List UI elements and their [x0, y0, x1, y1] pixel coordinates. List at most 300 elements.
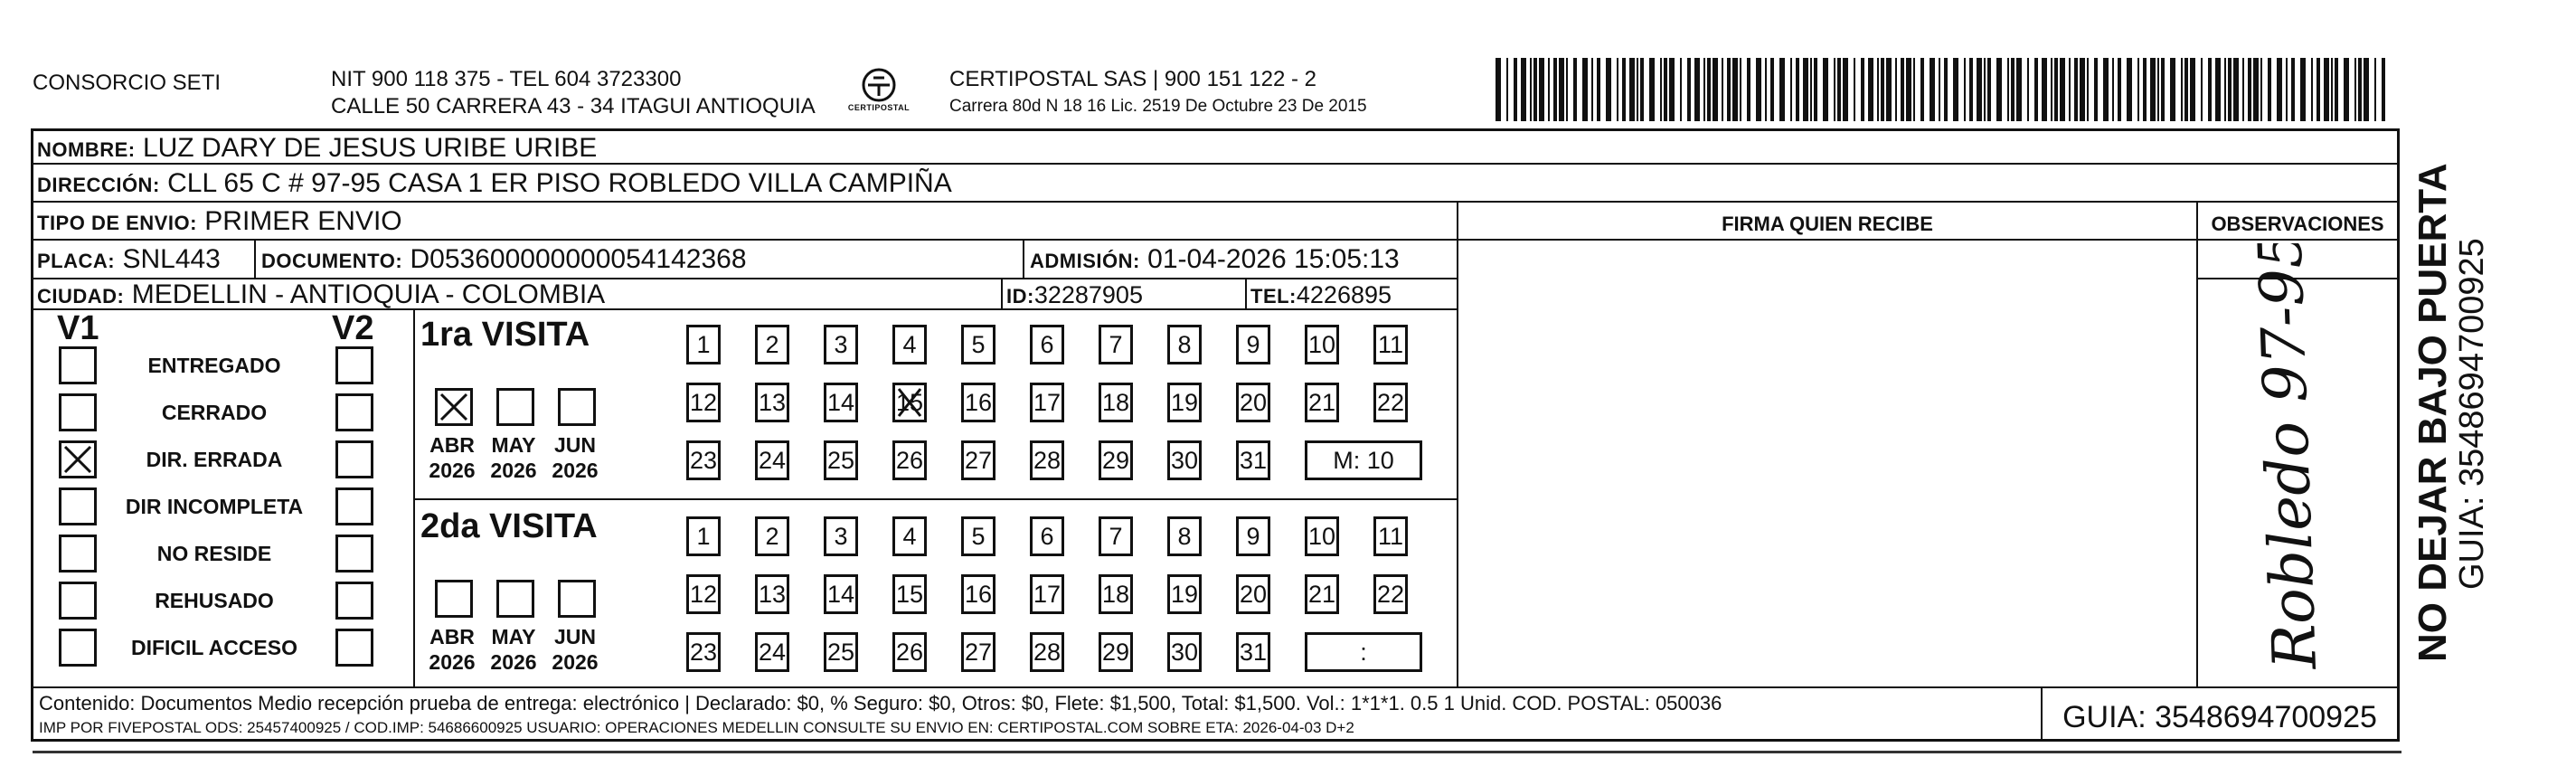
month-label: JUN: [553, 433, 596, 457]
year-label: 2026: [490, 459, 537, 482]
day-number: 8: [1177, 523, 1192, 550]
nombre-row: NOMBRE: LUZ DARY DE JESUS URIBE URIBE: [37, 133, 598, 163]
day-number: 29: [1101, 639, 1130, 666]
barcode-bar: [1756, 58, 1761, 121]
barcode-bar: [2286, 58, 2288, 121]
barcode-bar: [2324, 58, 2329, 121]
barcode-bar: [1713, 58, 1718, 121]
day-box[interactable]: [1099, 440, 1133, 480]
day-box[interactable]: [686, 516, 721, 556]
v1-checkbox[interactable]: [59, 440, 97, 478]
day-box[interactable]: [1305, 574, 1339, 614]
barcode-bar: [2358, 58, 2362, 121]
v1-checkbox[interactable]: [59, 582, 97, 620]
day-box[interactable]: [1030, 632, 1064, 672]
barcode-bar: [2161, 58, 2165, 121]
day-number: 17: [1033, 389, 1062, 416]
id-row: ID:32287905: [1006, 281, 1143, 308]
day-number: 2: [765, 523, 779, 550]
barcode-bar: [2034, 58, 2038, 121]
barcode-bar: [1823, 58, 1828, 121]
day-number: 5: [971, 331, 986, 358]
barcode-bar: [1573, 58, 1577, 121]
barcode-bar: [1779, 58, 1785, 121]
direccion-row: DIRECCIÓN: CLL 65 C # 97-95 CASA 1 ER PISO ROBLEDO VILLA CAMPIÑA: [37, 168, 952, 198]
day-number: 13: [758, 389, 787, 416]
v2-label: V2: [332, 309, 374, 347]
barcode-bar: [1814, 58, 1817, 121]
barcode-bar: [1770, 58, 1774, 121]
day-number: 13: [758, 581, 787, 608]
day-number: 22: [1376, 389, 1405, 416]
day-number: 1: [696, 331, 711, 358]
day-box[interactable]: [961, 383, 995, 422]
barcode-bar: [1566, 58, 1568, 121]
barcode-bar: [1790, 58, 1792, 121]
status-option-label: DIR INCOMPLETA: [125, 495, 304, 518]
barcode-bar: [1901, 58, 1904, 121]
time-box[interactable]: [1305, 632, 1422, 672]
day-number: 31: [1239, 639, 1268, 666]
contenido-line: Contenido: Documentos Medio recepción prueba de entrega: electrónico | Declarado: $0, % Seguro: $0, Otros: $0, Flete: $1,500, Total: $1,500. Vol.: 1*1*1. 0.5 1 Unid. COD. POSTAL: 050036: [39, 692, 1722, 714]
barcode-bar: [2277, 58, 2282, 121]
v1-checkbox[interactable]: [59, 535, 97, 573]
day-box[interactable]: [1305, 325, 1339, 364]
day-box[interactable]: [824, 632, 858, 672]
day-number: 6: [1040, 331, 1054, 358]
certipostal-line: CERTIPOSTAL SAS | 900 151 122 - 2: [949, 67, 1316, 91]
day-box[interactable]: [1373, 574, 1408, 614]
day-box[interactable]: [1030, 383, 1064, 422]
barcode-bar: [2248, 58, 2251, 121]
v2-checkbox[interactable]: [335, 393, 373, 431]
barcode-bar: [2157, 58, 2159, 121]
day-number: 1: [696, 523, 711, 550]
barcode-bar: [2190, 58, 2195, 121]
day-number: 19: [1170, 389, 1199, 416]
day-number: 22: [1376, 581, 1405, 608]
barcode-bar: [2364, 58, 2369, 121]
barcode-bar: [1687, 58, 1691, 121]
day-number: 6: [1040, 523, 1054, 550]
day-box[interactable]: [892, 632, 927, 672]
v2-checkbox[interactable]: [335, 346, 373, 384]
placa-value: SNL443: [122, 244, 221, 274]
month-checkbox[interactable]: [435, 580, 473, 618]
day-box[interactable]: [1236, 574, 1270, 614]
footer-guia: GUIA: 3548694700925: [2062, 700, 2377, 734]
id-value: 32287905: [1033, 281, 1143, 308]
side-text: [2403, 128, 2494, 671]
v1-label: V1: [57, 309, 99, 347]
barcode-bar: [1640, 58, 1644, 121]
day-box[interactable]: [1099, 325, 1133, 364]
day-number: 28: [1033, 639, 1062, 666]
day-box[interactable]: [961, 574, 995, 614]
day-number: 23: [689, 639, 718, 666]
barcode-bar: [1944, 58, 1948, 121]
day-box[interactable]: [755, 440, 789, 480]
barcode-bar: [2344, 58, 2349, 121]
day-box[interactable]: [755, 325, 789, 364]
barcode-bar: [2253, 58, 2259, 121]
status-option-label: DIR. ERRADA: [146, 448, 283, 471]
barcode-bar: [1843, 58, 1848, 121]
barcode-bar: [1953, 58, 1958, 121]
month-label: MAY: [491, 625, 536, 648]
logo-text: CERTIPOSTAL: [847, 103, 911, 112]
day-box[interactable]: [1099, 383, 1133, 422]
barcode-bar: [1977, 58, 1982, 121]
barcode-bar: [1622, 58, 1626, 121]
day-number: 30: [1170, 639, 1199, 666]
no-dejar-text: NO DEJAR BAJO PUERTA: [2411, 163, 2455, 662]
day-number: 10: [1307, 523, 1336, 550]
barcode-bar: [1660, 58, 1662, 121]
placa-row: PLACA: SNL443: [37, 244, 221, 274]
day-box[interactable]: [892, 516, 927, 556]
day-box[interactable]: [1030, 440, 1064, 480]
imp-line: IMP POR FIVEPOSTAL ODS: 25457400925 / COD.IMP: 54686600925 USUARIO: OPERACIONES MEDELLIN CONSULTE SU ENVIO EN: CERTIPOSTAL.COM SOBRE ETA: 2026-04-03 D+2: [39, 719, 1354, 736]
barcode-bar: [2060, 58, 2065, 121]
day-number: 4: [902, 331, 917, 358]
day-box[interactable]: [1099, 516, 1133, 556]
barcode-bar: [2291, 58, 2295, 121]
barcode-bar: [2016, 58, 2022, 121]
address-line: CALLE 50 CARRERA 43 - 34 ITAGUI ANTIOQUIA: [331, 94, 816, 118]
day-box[interactable]: [1167, 574, 1202, 614]
day-number: 11: [1377, 523, 1404, 550]
day-box[interactable]: [824, 574, 858, 614]
tel-value: 4226895: [1296, 281, 1392, 308]
visit-title: 2da VISITA: [420, 507, 598, 545]
day-box[interactable]: [1167, 325, 1202, 364]
barcode-bar: [1886, 58, 1892, 121]
barcode-bar: [1964, 58, 1966, 121]
day-box[interactable]: [824, 325, 858, 364]
barcode-bar: [1707, 58, 1711, 121]
barcode-bar: [1765, 58, 1767, 121]
day-number: 18: [1101, 389, 1130, 416]
day-box[interactable]: [686, 440, 721, 480]
day-number: 27: [964, 447, 993, 474]
day-box[interactable]: [1099, 632, 1133, 672]
day-box[interactable]: [1236, 383, 1270, 422]
barcode-bar: [1680, 58, 1682, 121]
nombre-value: LUZ DARY DE JESUS URIBE URIBE: [142, 133, 598, 163]
barcode-bar: [1582, 58, 1588, 121]
v1-checkbox[interactable]: [59, 487, 97, 525]
v1-checkbox[interactable]: [59, 629, 97, 667]
barcode-bar: [1740, 58, 1741, 121]
barcode-bar: [1530, 58, 1532, 121]
day-box[interactable]: [1305, 383, 1339, 422]
day-number: 8: [1177, 331, 1192, 358]
barcode-bar: [2087, 58, 2089, 121]
day-box[interactable]: [824, 440, 858, 480]
barcode-bar: [2260, 58, 2262, 121]
time-value: :: [1360, 639, 1367, 666]
barcode-bar: [2170, 58, 2175, 121]
day-number: 25: [826, 447, 855, 474]
direccion-value: CLL 65 C # 97-95 CASA 1 ER PISO ROBLEDO VILLA CAMPIÑA: [167, 168, 952, 198]
documento-row: DOCUMENTO: D053600000000054142368: [261, 244, 747, 274]
barcode-bar: [1984, 58, 1986, 121]
barcode-bar: [2137, 58, 2139, 121]
month-checkbox[interactable]: [496, 388, 534, 426]
admision-value: 01-04-2026 15:05:13: [1147, 244, 1400, 274]
barcode-bar: [1694, 58, 1700, 121]
barcode-bar: [2335, 58, 2338, 121]
barcode-bar: [1617, 58, 1618, 121]
status-option-label: REHUSADO: [155, 589, 274, 612]
day-box[interactable]: [1236, 325, 1270, 364]
day-number: 25: [826, 639, 855, 666]
barcode-bar: [1521, 58, 1526, 121]
barcode-bar: [2374, 58, 2376, 121]
barcode-bar: [1506, 58, 1508, 121]
barcode-bar: [1881, 58, 1884, 121]
scan-edge: [33, 751, 2401, 753]
admision-row: ADMISIÓN: 01-04-2026 15:05:13: [1030, 244, 1400, 274]
day-number: 19: [1170, 581, 1199, 608]
side-guia-text: GUIA: 3548694700925: [2453, 238, 2491, 590]
time-value: M: 10: [1333, 447, 1394, 474]
barcode-bar: [2080, 58, 2085, 121]
v2-checkbox[interactable]: [335, 440, 373, 478]
day-box[interactable]: [1030, 574, 1064, 614]
tipo-value: PRIMER ENVIO: [204, 206, 402, 236]
day-box[interactable]: [892, 440, 927, 480]
barcode-bar: [1895, 58, 1897, 121]
barcode-bar: [2181, 58, 2183, 121]
v1-checkbox[interactable]: [59, 393, 97, 431]
day-box[interactable]: [824, 516, 858, 556]
month-label: ABR: [429, 433, 475, 457]
tel-row: TEL:4226895: [1250, 281, 1392, 308]
barcode-bar: [1722, 58, 1723, 121]
day-box[interactable]: [755, 632, 789, 672]
day-number: 9: [1246, 523, 1260, 550]
day-box[interactable]: [686, 632, 721, 672]
barcode-bar: [1553, 58, 1557, 121]
day-box[interactable]: [1167, 516, 1202, 556]
month-checkbox[interactable]: [558, 388, 596, 426]
day-box[interactable]: [686, 325, 721, 364]
v1-checkbox[interactable]: [59, 346, 97, 384]
status-option-label: DIFICIL ACCESO: [130, 636, 297, 659]
barcode-bar: [2094, 58, 2098, 121]
day-number: 12: [689, 389, 718, 416]
day-box[interactable]: [1167, 632, 1202, 672]
barcode-bar: [1906, 58, 1911, 121]
day-box[interactable]: [755, 383, 789, 422]
day-box[interactable]: [1373, 516, 1408, 556]
day-number: 10: [1307, 331, 1336, 358]
delivery-form: [31, 128, 2400, 742]
visit-title: 1ra VISITA: [420, 316, 590, 354]
barcode-bar: [1727, 58, 1731, 121]
barcode-bar: [1629, 58, 1635, 121]
barcode-bar: [1854, 58, 1855, 121]
tipo-row: TIPO DE ENVIO: PRIMER ENVIO: [37, 206, 402, 236]
day-box[interactable]: [755, 574, 789, 614]
day-number: 26: [895, 447, 924, 474]
day-box[interactable]: [961, 325, 995, 364]
day-number: 3: [834, 331, 848, 358]
barcode-bar: [2382, 58, 2385, 121]
barcode-bar: [2233, 58, 2239, 121]
day-box[interactable]: [1305, 516, 1339, 556]
barcode-bar: [2228, 58, 2232, 121]
day-number: 14: [826, 389, 855, 416]
status-option-label: ENTREGADO: [147, 354, 281, 377]
barcode-bar: [1591, 58, 1593, 121]
barcode-bar: [1539, 58, 1544, 121]
day-number: 16: [964, 389, 993, 416]
barcode-bar: [1837, 58, 1841, 121]
day-box[interactable]: [1167, 383, 1202, 422]
barcode-bar: [2011, 58, 2015, 121]
day-box[interactable]: [1373, 383, 1408, 422]
day-box[interactable]: [1099, 574, 1133, 614]
day-box[interactable]: [1030, 325, 1064, 364]
barcode-bar: [2224, 58, 2226, 121]
barcode-bar: [2150, 58, 2156, 121]
day-number: 15: [895, 389, 924, 416]
v2-checkbox[interactable]: [335, 487, 373, 525]
barcode-bar: [1514, 58, 1517, 121]
day-box[interactable]: [755, 516, 789, 556]
day-number: 26: [895, 639, 924, 666]
barcode-bar: [2208, 58, 2212, 121]
month-checkbox[interactable]: [496, 580, 534, 618]
company-name: CONSORCIO SETI: [33, 71, 222, 95]
day-number: 23: [689, 447, 718, 474]
month-label: MAY: [491, 433, 536, 457]
day-box[interactable]: [892, 325, 927, 364]
day-number: 4: [902, 523, 917, 550]
barcode-bar: [2103, 58, 2109, 121]
barcode-bar: [2054, 58, 2058, 121]
day-number: 7: [1109, 331, 1123, 358]
day-number: 12: [689, 581, 718, 608]
barcode-bar: [1496, 58, 1501, 121]
day-number: 16: [964, 581, 993, 608]
barcode-bar: [1669, 58, 1675, 121]
time-box[interactable]: [1305, 440, 1422, 480]
barcode-bar: [1913, 58, 1915, 121]
barcode-bar: [2127, 58, 2132, 121]
day-box[interactable]: [1236, 440, 1270, 480]
documento-value: D053600000000054142368: [410, 244, 747, 274]
day-box[interactable]: [1236, 516, 1270, 556]
day-box[interactable]: [1373, 325, 1408, 364]
handwritten-text: Robledo 97-95: [2245, 243, 2330, 671]
status-option-label: CERRADO: [161, 401, 268, 424]
barcode-bar: [2143, 58, 2147, 121]
barcode-bar: [1597, 58, 1600, 121]
day-box[interactable]: [1030, 516, 1064, 556]
barcode-bar: [1930, 58, 1935, 121]
barcode-bar: [1664, 58, 1667, 121]
barcode: [1496, 58, 2391, 121]
day-box[interactable]: [961, 632, 995, 672]
month-checkbox[interactable]: [558, 580, 596, 618]
barcode-bar: [1559, 58, 1564, 121]
license-line: Carrera 80d N 18 16 Lic. 2519 De Octubre 23 De 2015: [949, 97, 1367, 116]
day-number: 20: [1239, 389, 1268, 416]
barcode-bar: [2331, 58, 2333, 121]
day-number: 24: [758, 447, 787, 474]
firma-header: FIRMA QUIEN RECIBE: [1722, 213, 1933, 235]
ciudad-value: MEDELLIN - ANTIOQUIA - COLOMBIA: [131, 279, 606, 309]
barcode-bar: [1939, 58, 1940, 121]
barcode-bar: [2069, 58, 2071, 121]
year-label: 2026: [552, 650, 599, 674]
barcode-bar: [2300, 58, 2306, 121]
barcode-bar: [1703, 58, 1705, 121]
barcode-bar: [2242, 58, 2244, 121]
barcode-bar: [1969, 58, 1973, 121]
barcode-bar: [2311, 58, 2313, 121]
observaciones-header: OBSERVACIONES: [2211, 213, 2384, 235]
barcode-bar: [1834, 58, 1835, 121]
status-option-label: NO RESIDE: [156, 542, 272, 565]
day-number: 31: [1239, 447, 1268, 474]
day-box[interactable]: [961, 516, 995, 556]
v2-checkbox[interactable]: [335, 535, 373, 573]
barcode-bar: [1987, 58, 1991, 121]
barcode-bar: [1996, 58, 2002, 121]
day-number: 30: [1170, 447, 1199, 474]
day-box[interactable]: [961, 440, 995, 480]
barcode-bar: [1861, 58, 1864, 121]
barcode-bar: [1796, 58, 1799, 121]
day-number: 27: [964, 639, 993, 666]
day-number: 7: [1109, 523, 1123, 550]
day-box[interactable]: [892, 574, 927, 614]
day-box[interactable]: [892, 383, 927, 422]
barcode-bar: [2112, 58, 2114, 121]
day-number: 21: [1307, 389, 1336, 416]
barcode-bar: [1606, 58, 1611, 121]
day-box[interactable]: [686, 383, 721, 422]
ciudad-row: CIUDAD: MEDELLIN - ANTIOQUIA - COLOMBIA: [37, 279, 606, 309]
day-number: 29: [1101, 447, 1130, 474]
month-label: ABR: [429, 625, 475, 648]
day-number: 9: [1246, 331, 1260, 358]
day-number: 17: [1033, 581, 1062, 608]
day-box[interactable]: [824, 383, 858, 422]
year-label: 2026: [429, 459, 476, 482]
barcode-bar: [2268, 58, 2271, 121]
v2-checkbox[interactable]: [335, 629, 373, 667]
day-number: 15: [895, 581, 924, 608]
nit-line: NIT 900 118 375 - TEL 604 3723300: [331, 67, 682, 91]
v2-checkbox[interactable]: [335, 582, 373, 620]
day-number: 28: [1033, 447, 1062, 474]
barcode-bar: [2215, 58, 2221, 121]
barcode-bar: [2042, 58, 2047, 121]
month-checkbox[interactable]: [435, 388, 473, 426]
barcode-bar: [2354, 58, 2356, 121]
barcode-bar: [1533, 58, 1537, 121]
barcode-bar: [1649, 58, 1655, 121]
day-box[interactable]: [1167, 440, 1202, 480]
day-box[interactable]: [686, 574, 721, 614]
day-box[interactable]: [1236, 632, 1270, 672]
